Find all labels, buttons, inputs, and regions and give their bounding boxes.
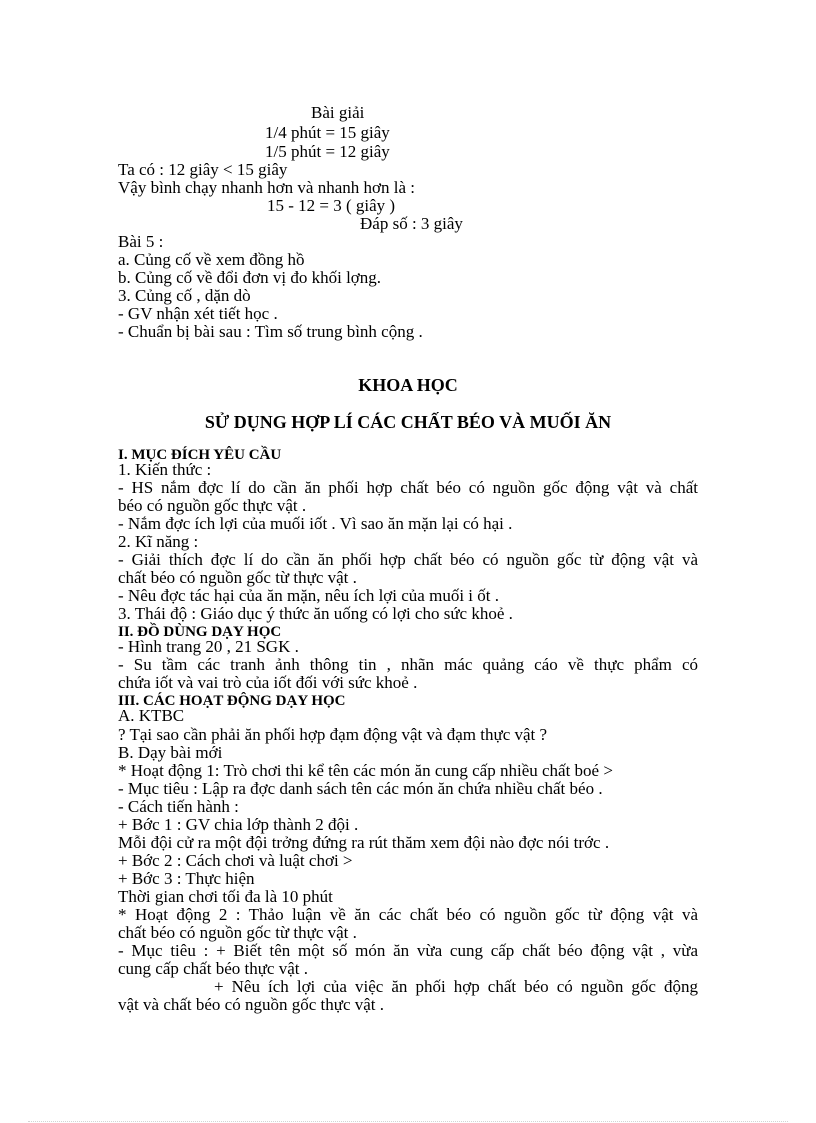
solution-answer: Đáp số : 3 giây: [360, 214, 463, 233]
solution-line: Ta có : 12 giây < 15 giây: [118, 160, 288, 179]
text-line: chứa iốt và vai trò của iốt đối với sức khoẻ .: [118, 673, 418, 692]
text-line: a. Củng cố về xem đồng hồ: [118, 250, 305, 269]
text-line: + Nêu ích lợi của việc ăn phối hợp chất béo có nguồn gốc động: [214, 977, 698, 996]
text-line: 1. Kiến thức :: [118, 460, 212, 479]
text-line: + Bớc 3 : Thực hiện: [118, 869, 255, 888]
text-line: - GV nhận xét tiết học .: [118, 304, 278, 323]
text-line: b. Củng cố về đổi đơn vị đo khối lợng.: [118, 268, 382, 287]
lesson-title: SỬ DỤNG HỢP LÍ CÁC CHẤT BÉO VÀ MUỐI ĂN: [204, 412, 612, 432]
text-line: cung cấp chất béo thực vật .: [118, 959, 308, 978]
section-heading: II. ĐỒ DÙNG DẠY HỌC: [118, 624, 282, 640]
text-line: chất béo có nguồn gốc từ thực vật .: [118, 923, 357, 942]
text-line: Mỗi đội cử ra một đội trởng đứng ra rút thăm xem đội nào đợc nói trớc .: [118, 833, 610, 852]
section-heading: III. CÁC HOẠT ĐỘNG DẠY HỌC: [118, 693, 346, 709]
solution-title: Bài giải: [311, 103, 365, 122]
text-line: - Su tầm các tranh ảnh thông tin , nhãn mác quảng cáo về thực phẩm có: [118, 655, 698, 674]
text-line: vật và chất béo có nguồn gốc thực vật .: [118, 995, 385, 1014]
text-line: Thời gian chơi tối đa là 10 phút: [118, 887, 333, 906]
text-line: 3. Thái độ : Giáo dục ý thức ăn uống có lợi cho sức khoẻ .: [118, 604, 513, 623]
text-line: béo có nguồn gốc thực vật .: [118, 496, 307, 515]
text-line: 2. Kĩ năng :: [118, 532, 199, 551]
solution-line: 1/5 phút = 12 giây: [265, 142, 390, 161]
solution-line: 1/4 phút = 15 giây: [265, 123, 390, 142]
text-line: - Mục tiêu : + Biết tên một số món ăn vừa cung cấp chất béo động vật , vừa: [118, 941, 698, 960]
text-line: + Bớc 2 : Cách chơi và luật chơi >: [118, 851, 353, 870]
text-line: + Bớc 1 : GV chia lớp thành 2 đội .: [118, 815, 359, 834]
text-line: - Mục tiêu : Lập ra đợc danh sách tên các món ăn chứa nhiều chất béo .: [118, 779, 603, 798]
text-line: A. KTBC: [118, 706, 185, 725]
text-line: - Giải thích đợc lí do cần ăn phối hợp chất béo có nguồn gốc từ động vật và: [118, 550, 698, 569]
text-line: - HS nắm đợc lí do cần ăn phối hợp chất béo có nguồn gốc động vật và chất: [118, 478, 698, 497]
text-line: - Hình trang 20 , 21 SGK .: [118, 637, 299, 656]
text-line: 3. Củng cố , dặn dò: [118, 286, 251, 305]
text-line: chất béo có nguồn gốc từ thực vật .: [118, 568, 357, 587]
text-line: - Chuẩn bị bài sau : Tìm số trung bình cộng .: [118, 322, 423, 341]
solution-line: Vậy bình chạy nhanh hơn và nhanh hơn là :: [118, 178, 415, 197]
exercise-label: Bài 5 :: [118, 232, 164, 251]
text-line: B. Dạy bài mới: [118, 743, 223, 762]
text-line: * Hoạt động 1: Trò chơi thi kể tên các món ăn cung cấp nhiều chất boé >: [118, 761, 613, 780]
text-line: - Cách tiến hành :: [118, 797, 239, 816]
page-footer-divider: [28, 1121, 788, 1122]
text-line: * Hoạt động 2 : Thảo luận về ăn các chất béo có nguồn gốc từ động vật và: [118, 905, 698, 924]
text-line: - Nêu đợc tác hại của ăn mặn, nêu ích lợi của muối i ốt .: [118, 586, 499, 605]
solution-line: 15 - 12 = 3 ( giây ): [267, 196, 396, 215]
text-line: ? Tại sao cần phải ăn phối hợp đạm động vật và đạm thực vật ?: [118, 725, 548, 744]
text-line: - Nắm đợc ích lợi của muối iốt . Vì sao ăn mặn lại có hại .: [118, 514, 513, 533]
subject-heading: KHOA HỌC: [358, 375, 458, 395]
section-heading: I. MỤC ĐÍCH YÊU CẦU: [118, 447, 282, 463]
